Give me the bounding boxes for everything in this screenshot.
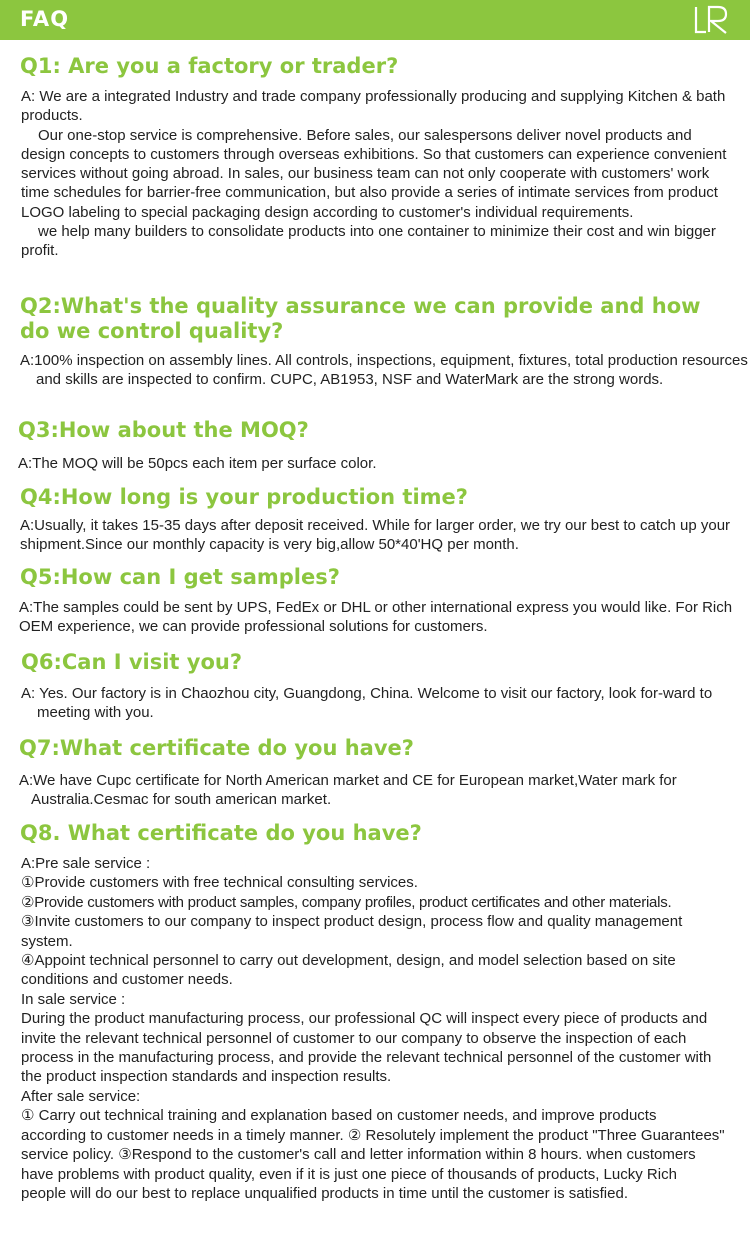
answer-paragraph: Our one-stop service is comprehensive. Before sales, our salespersons deliver novel products and design concepts to customers through overseas exhibitions. So that customers can experience convenient services without going abroad. In sales, our business team can not only cooperate with customers' work time schedules for barrier-free communication, but also provide a series of intimate services from product LOGO labeling to special packaging design according to customer's individual requirements. [21, 126, 727, 221]
faq-question-4: Q4:How long is your production time? [20, 485, 468, 509]
faq-answer-5: A:The samples could be sent by UPS, FedEx or DHL or other international express you would like. For Rich OEM experience, we can provide professional solutions for customers. [19, 599, 733, 636]
faq-question-3: Q3:How about the MOQ? [18, 418, 309, 442]
faq-question-7: Q7:What certificate do you have? [19, 736, 414, 760]
faq-question-5: Q5:How can I get samples? [20, 565, 340, 589]
faq-answer-4: A:Usually, it takes 15-35 days after deposit received. While for larger order, we try our best to catch up your shipment.Since our monthly capacity is very big,allow 50*40'HQ per month. [20, 517, 731, 554]
answer-paragraph: we help many builders to consolidate products into one container to minimize their cost and win bigger profit. [21, 223, 716, 260]
answer-list-item: ③Invite customers to our company to inspect product design, process flow and quality management system. [21, 913, 683, 950]
faq-answer-8 [21, 854, 745, 1203]
answer-paragraph: After sale service: [21, 1087, 141, 1105]
faq-question-8: Q8. What certificate do you have? [20, 821, 422, 845]
faq-answer-7: A:We have Cupc certificate for North American market and CE for European market,Water mark for Australia.Cesmac for south american market. [19, 772, 677, 809]
answer-list-item: ②Provide customers with product samples, company profiles, product certificates and other materials. [21, 893, 672, 911]
page-title: FAQ [20, 7, 70, 31]
faq-answer-3: A:The MOQ will be 50pcs each item per surface color. [18, 455, 377, 472]
brand-logo [692, 4, 730, 36]
faq-header-bar [0, 0, 750, 40]
answer-paragraph: A: We are a integrated Industry and trade company professionally producing and supplying Kitchen & bath products. [21, 88, 726, 125]
faq-answer-1 [21, 87, 733, 261]
faq-question-2: Q2:What's the quality assurance we can provide and how do we control quality? [20, 294, 701, 343]
faq-question-1: Q1: Are you a factory or trader? [20, 54, 399, 78]
faq-answer-2: A:100% inspection on assembly lines. All controls, inspections, equipment, fixtures, total production resources and skills are inspected to confirm. CUPC, AB1953, NSF and WaterMark are the strong words. [20, 352, 748, 389]
answer-paragraph: During the product manufacturing process, our professional QC will inspect every piece of products and invite the relevant technical personnel of customer to our company to observe the inspection of each process in the manufacturing process, and provide the relevant technical personnel of the customer with the product inspection standards and inspection results. [21, 1010, 712, 1086]
answer-paragraph: ① Carry out technical training and explanation based on customer needs, and improve products according to customer needs in a timely manner. ② Resolutely implement the product "Three Guarantees" service policy. ③Respond to the customer's call and letter information within 8 hours. when customers have problems with product quality, even if it is just one piece of thousands of products, Lucky Rich people will do our best to replace unqualified products in time until the customer is satisfied. [21, 1107, 725, 1202]
faq-answer-6: A: Yes. Our factory is in Chaozhou city, Guangdong, China. Welcome to visit our factory, look for-ward to meeting with you. [21, 685, 713, 722]
answer-list-item: ①Provide customers with free technical consulting services. [21, 874, 418, 892]
faq-question-6: Q6:Can I visit you? [21, 650, 243, 674]
answer-paragraph: A:Pre sale service : [21, 855, 151, 872]
answer-paragraph: In sale service : [21, 990, 126, 1008]
answer-list-item: ④Appoint technical personnel to carry out development, design, and model selection based on site conditions and customer needs. [21, 952, 676, 989]
